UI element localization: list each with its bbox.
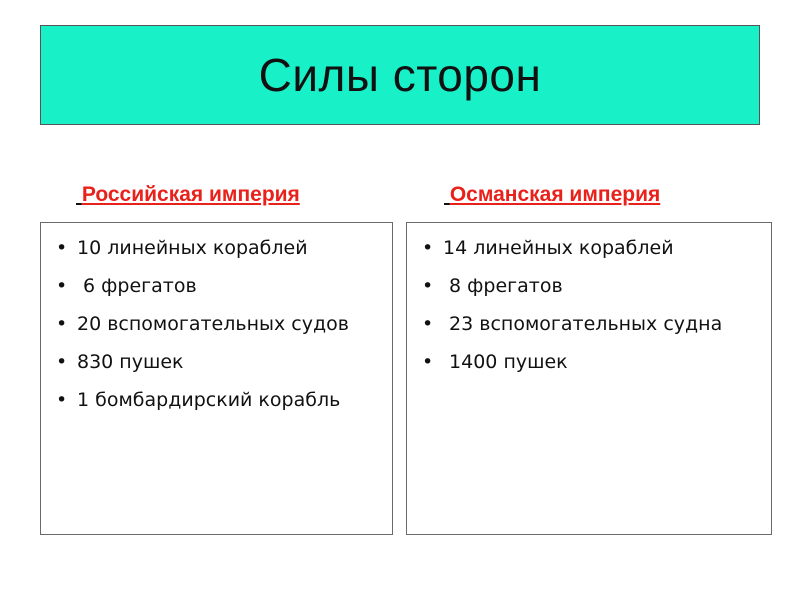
list-item: • 6 фрегатов: [77, 271, 378, 302]
list-item: • 1 бомбардирский корабль: [77, 385, 378, 416]
list-item: • 23 вспомогательных судна: [443, 309, 757, 340]
list-item: • 10 линейных кораблей: [77, 233, 378, 264]
slide-title: Силы сторон: [258, 49, 542, 101]
list-item: • 8 фрегатов: [443, 271, 757, 302]
russian-forces-box: [40, 222, 393, 535]
list-item: • 20 вспомогательных судов: [77, 309, 378, 340]
title-banner: [40, 25, 760, 125]
ottoman-forces-box: [406, 222, 772, 535]
ottoman-empire-heading-text: Османская империя: [449, 183, 661, 206]
russian-forces-list: [41, 223, 392, 416]
russian-empire-heading-text: Российская империя: [81, 183, 300, 206]
ottoman-empire-heading: [444, 183, 660, 207]
ottoman-forces-list: [407, 223, 771, 378]
list-item: • 1400 пушек: [443, 347, 757, 378]
list-item: • 830 пушек: [77, 347, 378, 378]
russian-empire-heading: [76, 183, 300, 207]
list-item: • 14 линейных кораблей: [443, 233, 757, 264]
